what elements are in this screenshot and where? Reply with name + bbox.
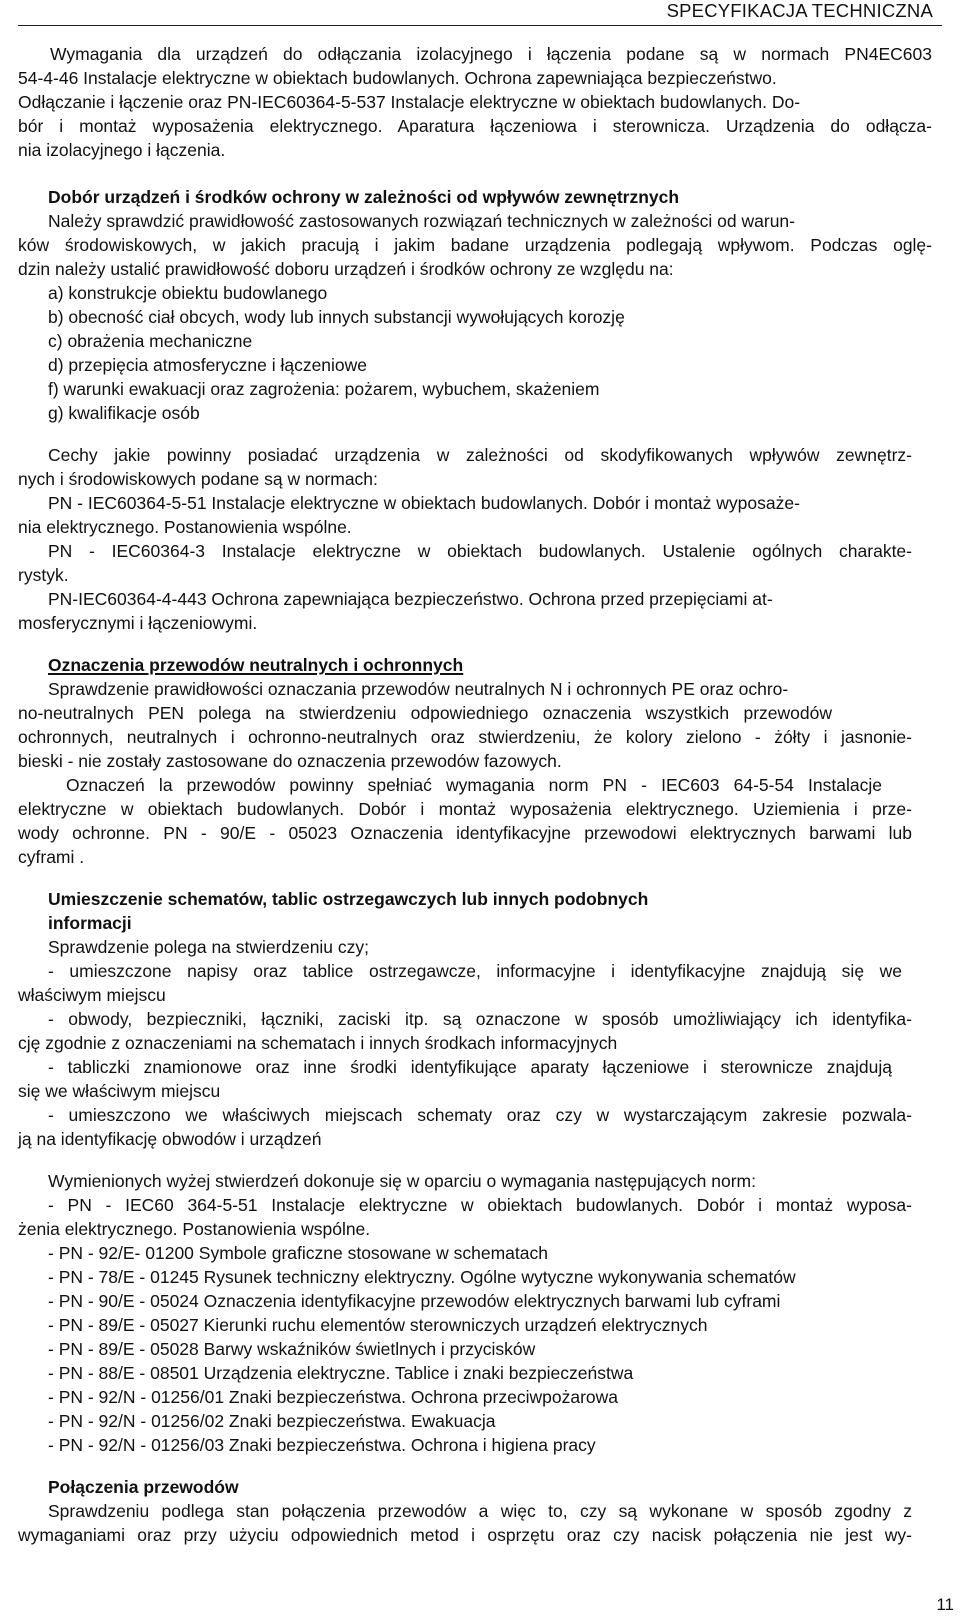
text-line: Wymienionych wyżej stwierdzeń dokonuje się w oparciu o wymagania następujących norm: xyxy=(48,1171,756,1191)
text-line: Oznaczeń la przewodów powinny spełniać wymagania norm PN - IEC603 64-5-54 Instalacje xyxy=(66,775,882,795)
text-line: - tabliczki znamionowe oraz inne środki identyfikujące aparaty łączeniowe i sterownicze znajdują xyxy=(48,1057,892,1077)
header-divider xyxy=(18,25,942,26)
text-line: cję zgodnie z oznaczeniami na schematach i innych środkach informacyjnych xyxy=(18,1033,618,1053)
text-line: - PN - 89/E - 05028 Barwy wskaźników świetlnych i przycisków xyxy=(48,1339,536,1359)
text-line: żenia elektrycznego. Postanowienia wspólne. xyxy=(18,1219,371,1239)
text-line: - PN - 88/E - 08501 Urządzenia elektryczne. Tablice i znaki bezpieczeństwa xyxy=(48,1363,634,1383)
section-heading: informacji xyxy=(48,913,132,933)
text-line: cyframi . xyxy=(18,847,85,867)
text-line: PN - IEC60364-5-51 Instalacje elektryczne w obiektach budowlanych. Dobór i montaż wyposaże- xyxy=(48,493,800,513)
text-line: Odłączanie i łączenie oraz PN-IEC60364-5-537 Instalacje elektryczne w obiektach budowlanych. Do- xyxy=(18,92,801,112)
text-line: ków środowiskowych, w jakich pracują i jakim badane urządzenia podlegają wpływom. Podczas oglę- xyxy=(18,235,932,255)
text-line: wymaganiami oraz przy użyciu odpowiednich metod i osprzętu oraz czy nacisk połączenia nie jest wy- xyxy=(18,1525,912,1545)
text-line: 54-4-46 Instalacje elektryczne w obiektach budowlanych. Ochrona zapewniająca bezpieczeństwo. xyxy=(18,68,777,88)
text-line: nych i środowiskowych podane są w normach: xyxy=(18,469,378,489)
text-line: c) obrażenia mechaniczne xyxy=(48,331,253,351)
text-line: Sprawdzenie polega na stwierdzeniu czy; xyxy=(48,937,370,957)
text-line: - obwody, bezpieczniki, łączniki, zaciski itp. są oznaczone w sposób umożliwiający ich identyfika- xyxy=(48,1009,912,1029)
text-line: ją na identyfikację obwodów i urządzeń xyxy=(18,1129,322,1149)
text-line: Cechy jakie powinny posiadać urządzenia w zależności od skodyfikowanych wpływów zewnętrz- xyxy=(48,445,912,465)
text-line: ochronnych, neutralnych i ochronno-neutralnych oraz stwierdzeniu, że kolory zielono - żółty i jasnonie- xyxy=(18,727,912,747)
text-line: - PN - 90/E - 05024 Oznaczenia identyfikacyjne przewodów elektrycznych barwami lub cyframi xyxy=(48,1291,781,1311)
section-heading: Umieszczenie schematów, tablic ostrzegawczych lub innych podobnych xyxy=(48,889,649,909)
text-line: elektryczne w obiektach budowlanych. Dobór i montaż wyposażenia elektrycznego. Uziemienia i prze- xyxy=(18,799,912,819)
text-line: - umieszczone napisy oraz tablice ostrzegawcze, informacyjne i identyfikacyjne znajdują się we xyxy=(48,961,902,981)
text-line: Należy sprawdzić prawidłowość zastosowanych rozwiązań technicznych w zależności od warun- xyxy=(48,211,795,231)
text-line: nia izolacyjnego i łączenia. xyxy=(18,140,226,160)
text-line: - PN - 89/E - 05027 Kierunki ruchu elementów sterowniczych urządzeń elektrycznych xyxy=(48,1315,708,1335)
text-line: się we właściwym miejscu xyxy=(18,1081,221,1101)
text-line: - umieszczono we właściwych miejscach schematy oraz czy w wystarczającym zakresie pozwala- xyxy=(48,1105,912,1125)
text-line: bieski - nie zostały zastosowane do oznaczenia przewodów fazowych. xyxy=(18,751,562,771)
text-line: g) kwalifikacje osób xyxy=(48,403,200,423)
text-line: wody ochronne. PN - 90/E - 05023 Oznaczenia identyfikacyjne przewodowi elektrycznych barwami lub xyxy=(18,823,912,843)
text-line: właściwym miejscu xyxy=(18,985,166,1005)
text-line: b) obecność ciał obcych, wody lub innych substancji wywołujących korozję xyxy=(48,307,625,327)
text-line: - PN - 92/N - 01256/03 Znaki bezpieczeństwa. Ochrona i higiena pracy xyxy=(48,1435,596,1455)
text-line: no-neutralnych PEN polega na stwierdzeniu odpowiedniego oznaczenia wszystkich przewodów xyxy=(18,703,832,723)
text-line: - PN - 92/N - 01256/02 Znaki bezpieczeństwa. Ewakuacja xyxy=(48,1411,496,1431)
text-line: PN - IEC60364-3 Instalacje elektryczne w obiektach budowlanych. Ustalenie ogólnych charakte- xyxy=(48,541,912,561)
text-line: bór i montaż wyposażenia elektrycznego. Aparatura łączeniowa i sterownicza. Urządzenia do odłącza- xyxy=(18,116,932,136)
text-line: rystyk. xyxy=(18,565,69,585)
text-line: f) warunki ewakuacji oraz zagrożenia: pożarem, wybuchem, skażeniem xyxy=(48,379,600,399)
text-line: Sprawdzenie prawidłowości oznaczania przewodów neutralnych N i ochronnych PE oraz ochro- xyxy=(48,679,789,699)
text-line: a) konstrukcje obiektu budowlanego xyxy=(48,283,328,303)
text-line: mosferycznymi i łączeniowymi. xyxy=(18,613,258,633)
text-line: nia elektrycznego. Postanowienia wspólne. xyxy=(18,517,352,537)
text-line: Sprawdzeniu podlega stan połączenia przewodów a więc to, czy są wykonane w sposób zgodny z xyxy=(48,1501,912,1521)
section-heading: Oznaczenia przewodów neutralnych i ochronnych xyxy=(48,655,464,675)
text-line: d) przepięcia atmosferyczne i łączeniowe xyxy=(48,355,368,375)
text-line: - PN - IEC60 364-5-51 Instalacje elektryczne w obiektach budowlanych. Dobór i montaż wyposa- xyxy=(48,1195,912,1215)
text-line: - PN - 92/E- 01200 Symbole graficzne stosowane w schematach xyxy=(48,1243,548,1263)
text-line: dzin należy ustalić prawidłowość doboru urządzeń i środków ochrony ze względu na: xyxy=(18,259,674,279)
text-line: Wymagania dla urządzeń do odłączania izolacyjnego i łączenia podane są w normach PN4EC603 xyxy=(50,44,932,64)
section-heading: Połączenia przewodów xyxy=(48,1477,239,1497)
text-line: PN-IEC60364-4-443 Ochrona zapewniająca bezpieczeństwo. Ochrona przed przepięciami at- xyxy=(48,589,773,609)
page-number: 11 xyxy=(936,1595,954,1614)
text-line: - PN - 78/E - 01245 Rysunek techniczny elektryczny. Ogólne wytyczne wykonywania schematów xyxy=(48,1267,796,1287)
text-line: - PN - 92/N - 01256/01 Znaki bezpieczeństwa. Ochrona przeciwpożarowa xyxy=(48,1387,618,1407)
section-heading: Dobór urządzeń i środków ochrony w zależności od wpływów zewnętrznych xyxy=(48,187,680,207)
document-title: SPECYFIKACJA TECHNICZNA xyxy=(666,0,933,21)
